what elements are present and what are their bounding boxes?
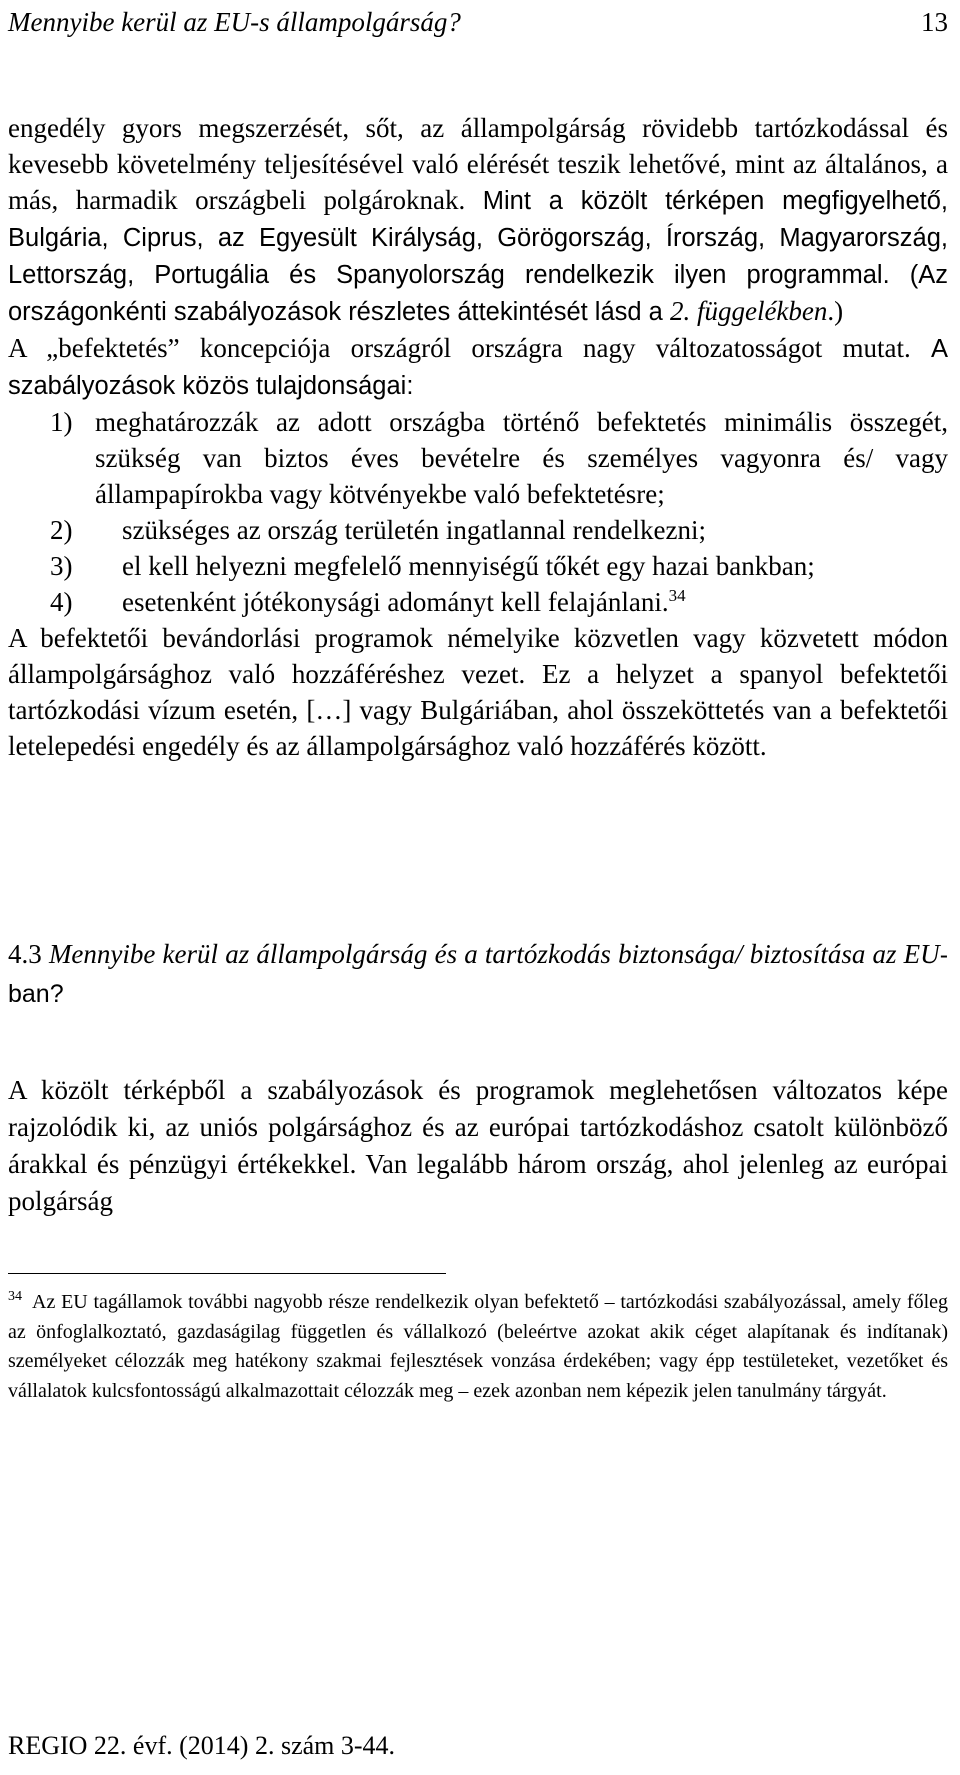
- list-item-3: [8, 548, 948, 584]
- journal-footer: REGIO 22. évf. (2014) 2. szám 3-44.: [8, 1731, 396, 1760]
- section-title-text: Mennyibe kerül az állampolgárság és a tartózkodás biztonsága/ biztosítása az EU: [48, 939, 940, 969]
- paragraph-4: A közölt térképből a szabályozások és programok meglehetősen változatos képe rajzolódik ki, az uniós polgársághoz és az európai tartózkodáshoz csatolt különböző árakkal és pénzügyi értékekkel. Van legalább három ország, ahol jelenleg az európai polgárság: [8, 1075, 948, 1216]
- footnote-reference[interactable]: 34: [668, 586, 686, 605]
- paragraph-1-end: .): [827, 296, 844, 326]
- list-text: meghatározzák az adott országba történő befektetés minimális összegét, szükség van biztos éves bevételre és személyes vagyonra és/ vagy állampapírokba vagy kötvényekbe való befektetésre;: [95, 407, 948, 509]
- list-number: 2): [50, 515, 73, 545]
- paragraph-1: [8, 110, 948, 330]
- footnote-number: 34: [8, 1289, 22, 1305]
- paragraph-1-part1: engedély gyors megszerzését, sőt, az állampolgárság rövidebb tartózkodással és kevesebb követelmény teljesítésével való elérését teszik lehetővé, mint az általános, a más, harmadik országbeli polgároknak.: [8, 113, 948, 215]
- footnote-divider: [8, 1273, 446, 1274]
- list-number: 4): [50, 587, 73, 617]
- running-title: Mennyibe kerül az EU-s állampolgárság?: [8, 7, 461, 37]
- paragraph-2-part2: A szabályozások közös tulajdonságai:: [8, 335, 948, 400]
- list-item-2: [8, 512, 948, 548]
- section-number: 4.3: [8, 939, 42, 969]
- list-text: el kell helyezni megfelelő mennyiségű tőkét egy hazai bankban;: [122, 551, 815, 581]
- footnote-text: Az EU tagállamok további nagyobb része rendelkezik olyan befektető – tartózkodási szabályozással, amely főleg az önfoglalkoztató, gazdaságilag független és vállalkozó (beleértve azokat akik céget alapítanak és indítanak) személyeket célozzák meg hatékony szakmai fejlesztések vonzása érdekében; vagy épp testületeket, vezetőket és vállalatok kulcsfontosságú alkalmazottait célozzák meg – ezek azonban nem képezik jelen tanulmány tárgyát.: [8, 1291, 948, 1402]
- section-title-suffix: -ban?: [8, 941, 949, 1008]
- paragraph-2-part1: A „befektetés” koncepciója országról országra nagy változatosságot mutat.: [8, 333, 931, 363]
- paragraph-2: [8, 330, 948, 404]
- paragraph-3: A befektetői bevándorlási programok némelyike közvetlen vagy közvetett módon állampolgársághoz való hozzáféréshez vezet. Ez a helyzet a spanyol befektetői tartózkodási vízum esetén, […] vagy Bulgáriában, ahol összeköttetés van a befektetői letelepedési engedély és az állampolgársághoz való hozzáférés között.: [8, 623, 948, 761]
- section-heading: [8, 935, 948, 1013]
- list-item-4: [8, 584, 948, 620]
- paragraph-1-part3: (Az országonkénti szabályozások részletes áttekintését lásd a: [8, 261, 948, 326]
- list-item-1: [8, 404, 948, 512]
- appendix-reference: 2. függelékben: [669, 296, 828, 326]
- list-number: 3): [50, 551, 73, 581]
- list-number: 1): [50, 407, 73, 437]
- paragraph-1-part2: Mint a közölt térképen megfigyelhető, Bulgária, Ciprus, az Egyesült Királyság, Görögország, Írország, Magyarország, Lettország, Portugália és Spanyolország rendelkezik ilyen programmal.: [8, 187, 948, 289]
- main-body: [8, 110, 948, 764]
- footnote: [8, 1288, 948, 1406]
- list-text: szükséges az ország területén ingatlannal rendelkezni;: [122, 515, 706, 545]
- running-header: [8, 2, 948, 42]
- page-number: 13: [921, 7, 948, 37]
- list-text: esetenként jótékonysági adományt kell felajánlani.: [122, 587, 669, 617]
